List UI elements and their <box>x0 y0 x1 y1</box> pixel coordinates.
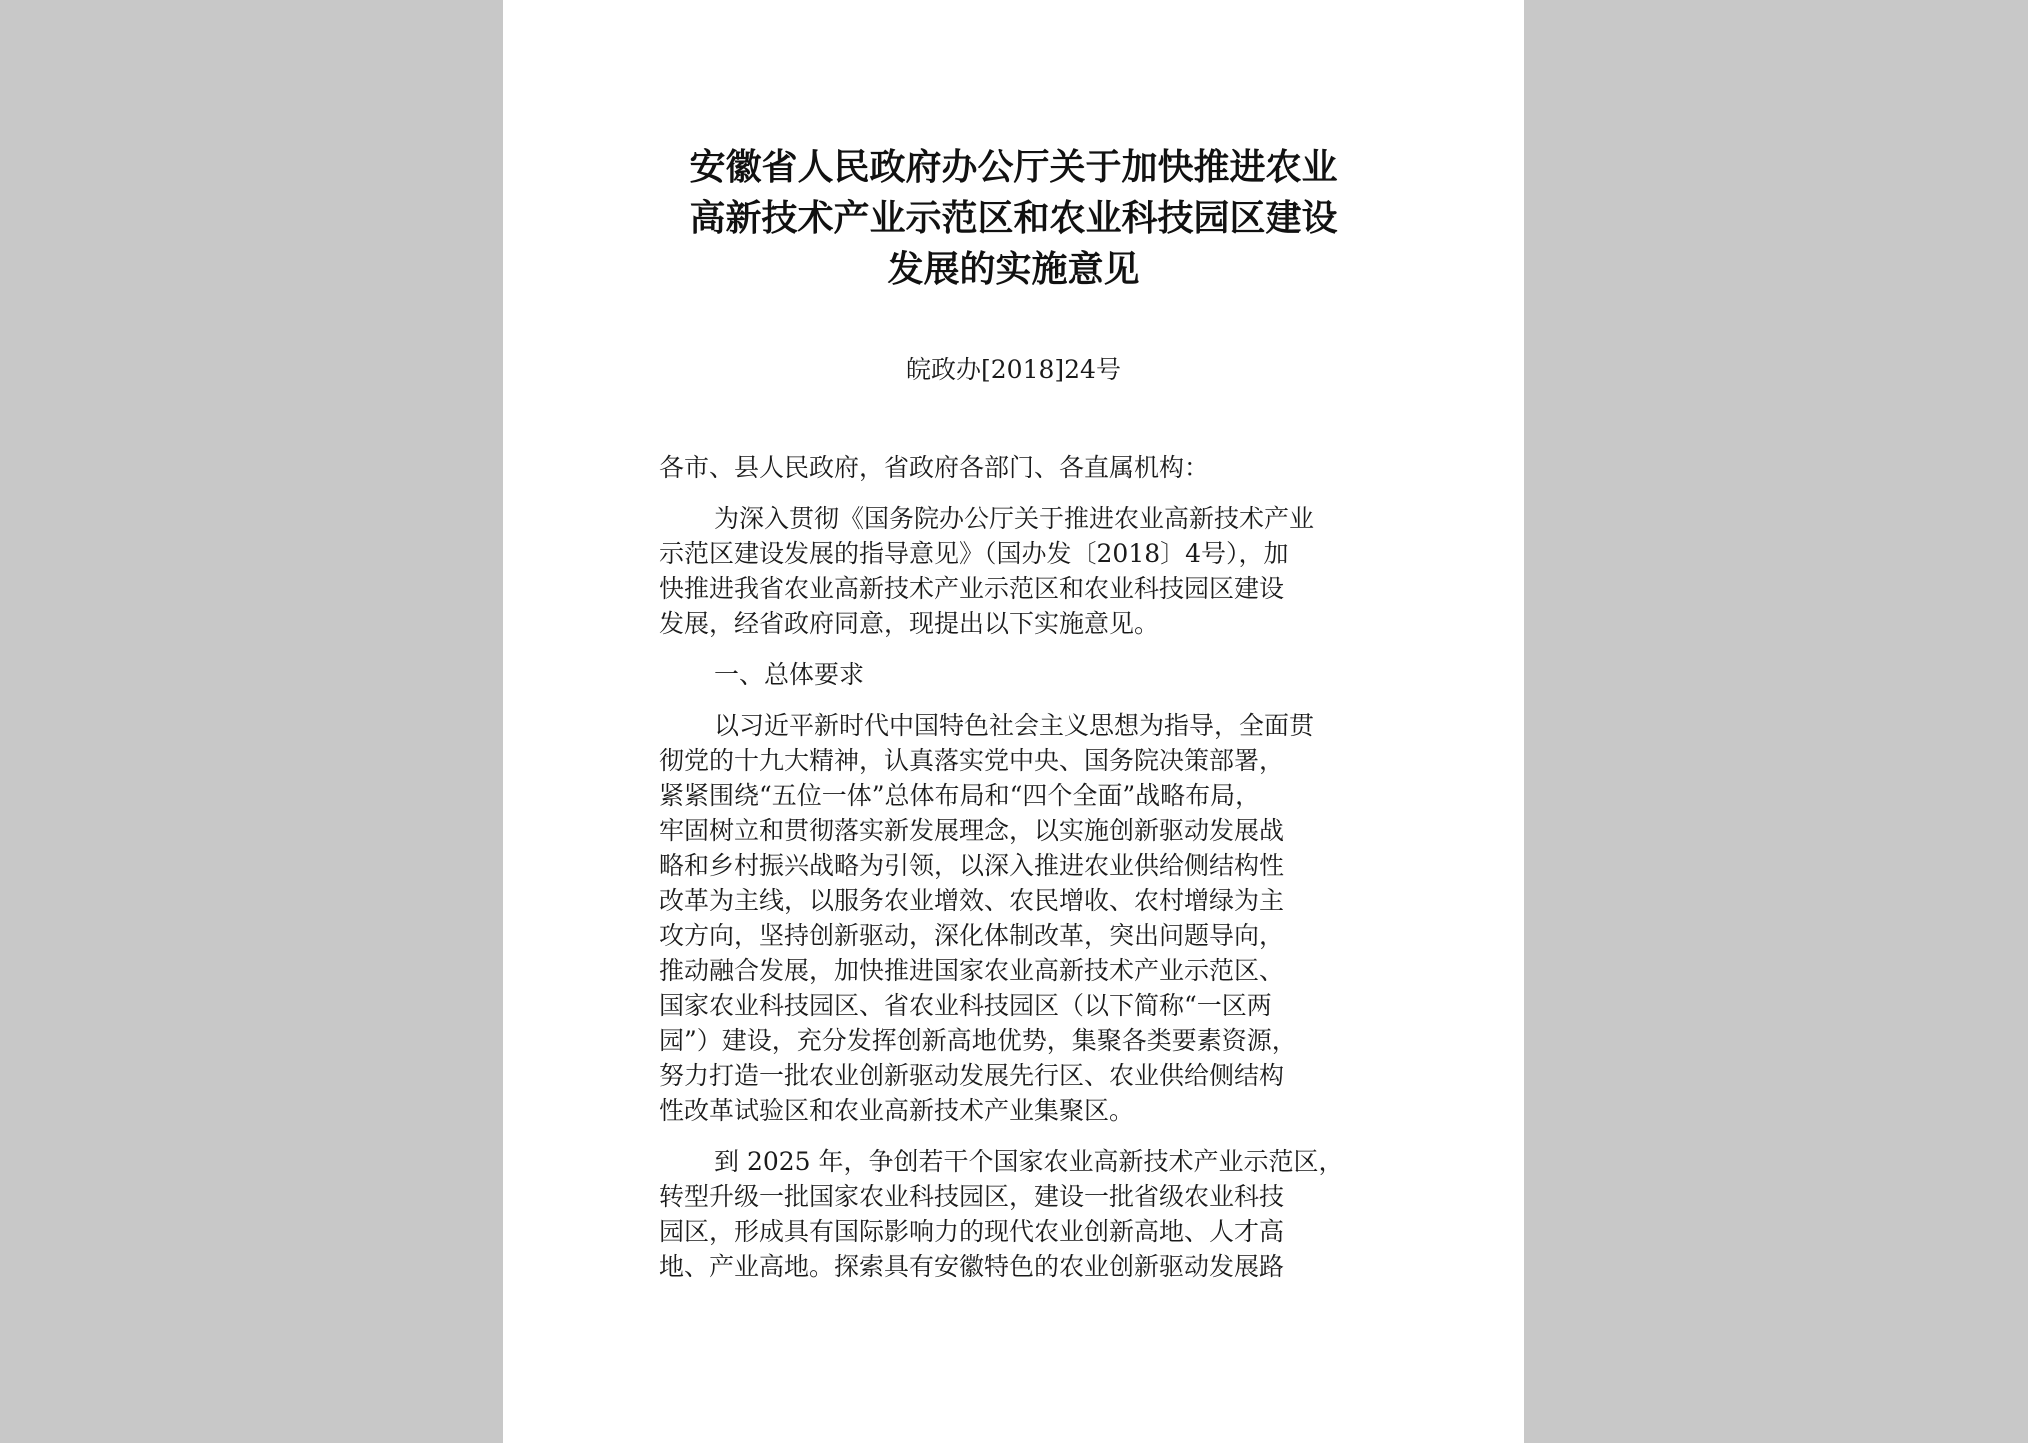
document-title <box>503 142 1524 295</box>
paragraph-goals <box>659 1144 1399 1284</box>
paragraph-line: 为深入贯彻《国务院办公厅关于推进农业高新技术产业 <box>714 504 1315 533</box>
paragraph-line: 快推进我省农业高新技术产业示范区和农业科技园区建设 <box>659 574 1285 603</box>
paragraph-line: 改革为主线，以服务农业增效、农民增收、农村增绿为主 <box>659 886 1285 915</box>
salutation <box>659 450 1399 485</box>
paragraph-line: 示范区建设发展的指导意见》（国办发〔2018〕4号），加 <box>659 539 1289 568</box>
paragraph-line: 紧紧围绕“五位一体”总体布局和“四个全面”战略布局， <box>659 781 1261 810</box>
paragraph-line: 攻方向，坚持创新驱动，深化体制改革，突出问题导向， <box>659 921 1285 950</box>
paragraph-line: 到 2025 年，争创若干个国家农业高新技术产业示范区， <box>714 1147 1344 1176</box>
paragraph-line: 彻党的十九大精神，认真落实党中央、国务院决策部署， <box>659 746 1285 775</box>
paragraph-line: 发展，经省政府同意，现提出以下实施意见。 <box>659 609 1160 638</box>
title-line: 发展的实施意见 <box>887 248 1140 290</box>
document-body <box>659 450 1399 1300</box>
title-line: 高新技术产业示范区和农业科技园区建设 <box>689 197 1338 239</box>
paragraph-line: 牢固树立和贯彻落实新发展理念，以实施创新驱动发展战 <box>659 816 1285 845</box>
paragraph-line: 努力打造一批农业创新驱动发展先行区、农业供给侧结构 <box>659 1061 1285 1090</box>
paragraph-line: 略和乡村振兴战略为引领，以深入推进农业供给侧结构性 <box>659 851 1285 880</box>
paragraph-line: 转型升级一批国家农业科技园区，建设一批省级农业科技 <box>659 1182 1285 1211</box>
paragraph-line: 地、产业高地。探索具有安徽特色的农业创新驱动发展路 <box>659 1252 1285 1281</box>
paragraph-requirements <box>659 708 1399 1128</box>
paragraph-line: 推动融合发展，加快推进国家农业高新技术产业示范区、 <box>659 956 1285 985</box>
paragraph-line: 性改革试验区和农业高新技术产业集聚区。 <box>659 1096 1135 1125</box>
title-line: 安徽省人民政府办公厅关于加快推进农业 <box>689 146 1338 188</box>
paragraph-intro <box>659 501 1399 641</box>
section-heading-line: 一、总体要求 <box>714 660 865 689</box>
paragraph-line: 以习近平新时代中国特色社会主义思想为指导，全面贯 <box>714 711 1315 740</box>
paragraph-line: 园”）建设，充分发挥创新高地优势，集聚各类要素资源， <box>659 1026 1297 1055</box>
salutation-line: 各市、县人民政府，省政府各部门、各直属机构： <box>659 453 1210 482</box>
paragraph-line: 园区，形成具有国际影响力的现代农业创新高地、人才高 <box>659 1217 1285 1246</box>
document-page <box>503 0 1524 1443</box>
document-number: 皖政办[2018]24号 <box>906 355 1121 384</box>
paragraph-line: 国家农业科技园区、省农业科技园区（以下简称“一区两 <box>659 991 1272 1020</box>
section-heading <box>659 657 1399 692</box>
